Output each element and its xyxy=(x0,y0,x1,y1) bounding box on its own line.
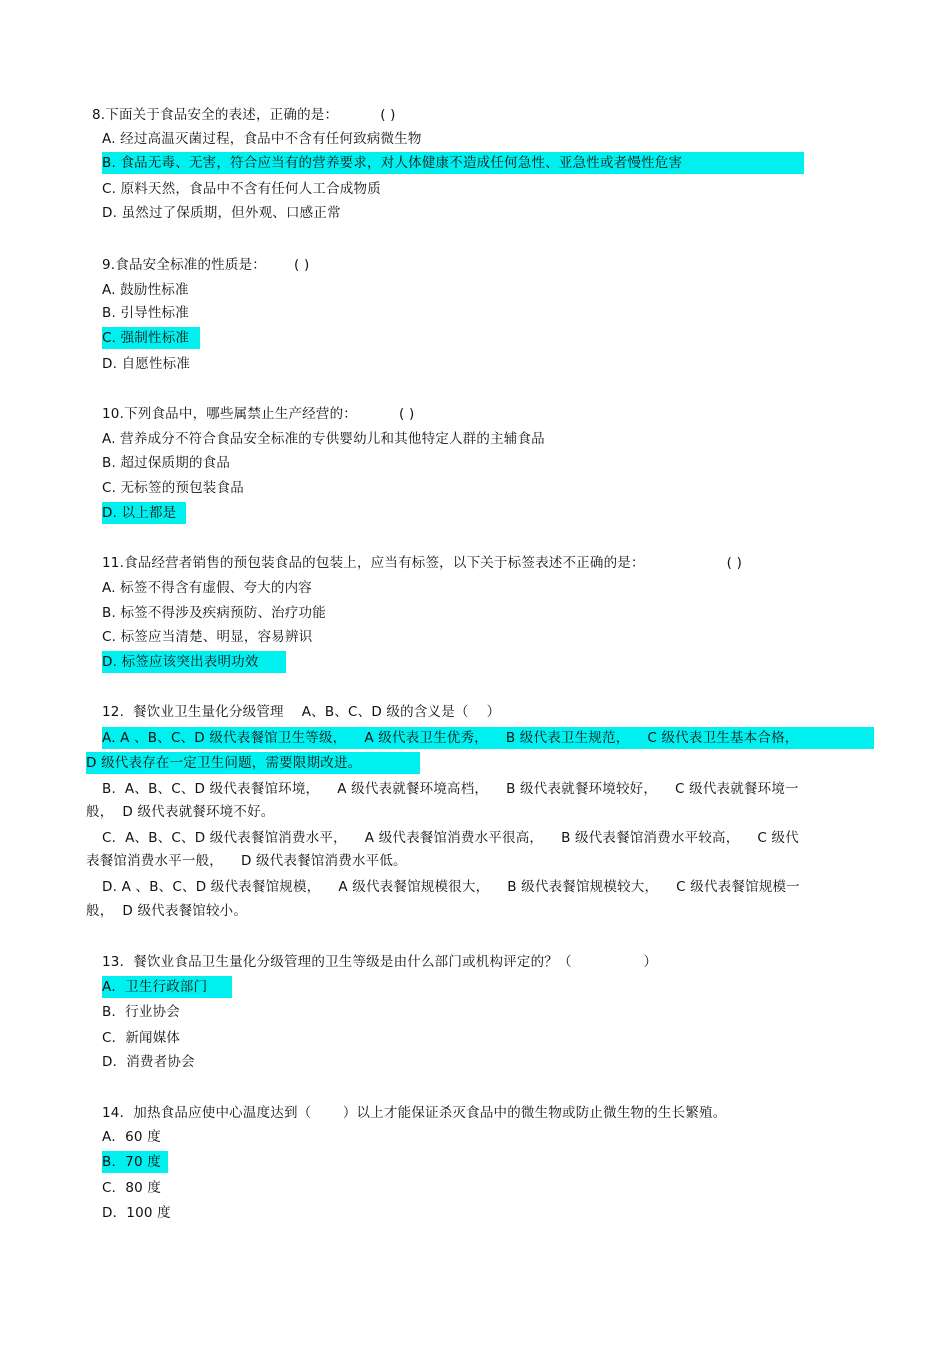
question-12-option-a-line1-highlighted: A. A 、B、C、D 级代表餐馆卫生等级， A 级代表卫生优秀， B 级代表卫生规范， C 级代表卫生基本合格， xyxy=(102,727,874,749)
question-10-option-a: A. 营养成分不符合食品安全标准的专供婴幼儿和其他特定人群的主辅食品 xyxy=(102,431,545,447)
question-stem-text: 11.食品经营者销售的预包装食品的包装上，应当有标签，以下关于标签表述不正确的是： xyxy=(102,555,645,571)
answer-bracket: ( ) xyxy=(380,107,396,123)
question-14-stem: 14．加热食品应使中心温度达到（ ）以上才能保证杀灭食品中的微生物或防止微生物的生长繁殖。 xyxy=(102,1105,727,1121)
question-10-stem xyxy=(102,405,414,424)
question-12-option-b-line2: 般， D 级代表就餐环境不好。 xyxy=(86,804,275,820)
question-13-option-c: C．新闻媒体 xyxy=(102,1030,181,1046)
question-8-stem xyxy=(92,106,396,125)
question-9-option-b: B. 引导性标准 xyxy=(102,305,189,321)
question-10-option-c: C. 无标签的预包装食品 xyxy=(102,480,244,496)
question-9-option-a: A. 鼓励性标准 xyxy=(102,282,189,298)
question-13-stem: 13．餐饮业食品卫生量化分级管理的卫生等级是由什么部门或机构评定的？（ ） xyxy=(102,954,658,970)
answer-bracket: ( ) xyxy=(293,257,310,273)
question-14-option-d: D．100 度 xyxy=(102,1205,171,1221)
question-12-option-d-line1: D. A 、B、C、D 级代表餐馆规模， A 级代表餐馆规模很大， B 级代表餐馆规模较大， C 级代表餐馆规模一 xyxy=(102,879,800,895)
question-13-option-d: D．消费者协会 xyxy=(102,1054,195,1070)
question-12-option-b-line1: B. A、B、C、D 级代表餐馆环境， A 级代表就餐环境高档， B 级代表就餐环境较好， C 级代表就餐环境一 xyxy=(102,781,799,797)
question-13-option-b: B．行业协会 xyxy=(102,1004,180,1020)
question-8-option-b-highlighted: B. 食品无毒、无害，符合应当有的营养要求，对人体健康不造成任何急性、亚急性或者慢性危害 xyxy=(102,152,804,174)
question-11-option-b: B. 标签不得涉及疾病预防、治疗功能 xyxy=(102,605,326,621)
question-8-option-d: D. 虽然过了保质期，但外观、口感正常 xyxy=(102,205,341,221)
question-12-option-a-line2-highlighted: D 级代表存在一定卫生问题，需要限期改进。 xyxy=(86,752,420,774)
question-8-option-a: A. 经过高温灭菌过程，食品中不含有任何致病微生物 xyxy=(102,131,422,147)
question-11-option-c: C. 标签应当清楚、明显，容易辨识 xyxy=(102,629,313,645)
question-stem-text: 10.下列食品中，哪些属禁止生产经营的： xyxy=(102,406,357,422)
answer-bracket: ( ) xyxy=(398,406,415,422)
answer-bracket: ( ) xyxy=(726,555,743,571)
question-10-option-d-highlighted: D. 以上都是 xyxy=(102,502,186,524)
question-8-option-c: C. 原料天然，食品中不含有任何人工合成物质 xyxy=(102,181,381,197)
question-12-option-c-line2: 表餐馆消费水平一般， D 级代表餐馆消费水平低。 xyxy=(86,853,407,869)
question-14-option-b-highlighted: B．70 度 xyxy=(102,1151,168,1173)
question-12-option-c-line1: C. A、B、C、D 级代表餐馆消费水平， A 级代表餐馆消费水平很高， B 级代表餐馆消费水平较高， C 级代 xyxy=(102,830,799,846)
question-stem-text: 9.食品安全标准的性质是： xyxy=(102,257,266,273)
question-11-option-a: A. 标签不得含有虚假、夸大的内容 xyxy=(102,580,312,596)
question-11-stem xyxy=(102,554,742,573)
question-13-option-a-highlighted: A．卫生行政部门 xyxy=(102,976,232,998)
question-stem-text: 8.下面关于食品安全的表述，正确的是： xyxy=(92,107,339,123)
question-14-option-a: A．60 度 xyxy=(102,1129,161,1145)
question-12-stem: 12. 餐饮业卫生量化分级管理 A、B、C、D 级的含义是（ ） xyxy=(102,704,501,720)
question-9-option-d: D. 自愿性标准 xyxy=(102,356,191,372)
question-11-option-d-highlighted: D. 标签应该突出表明功效 xyxy=(102,651,286,673)
question-12-option-d-line2: 般， D 级代表餐馆较小。 xyxy=(86,903,248,919)
question-10-option-b: B. 超过保质期的食品 xyxy=(102,455,231,471)
question-9-option-c-highlighted: C. 强制性标准 xyxy=(102,327,200,349)
question-14-option-c: C．80 度 xyxy=(102,1180,162,1196)
question-9-stem xyxy=(102,256,309,275)
